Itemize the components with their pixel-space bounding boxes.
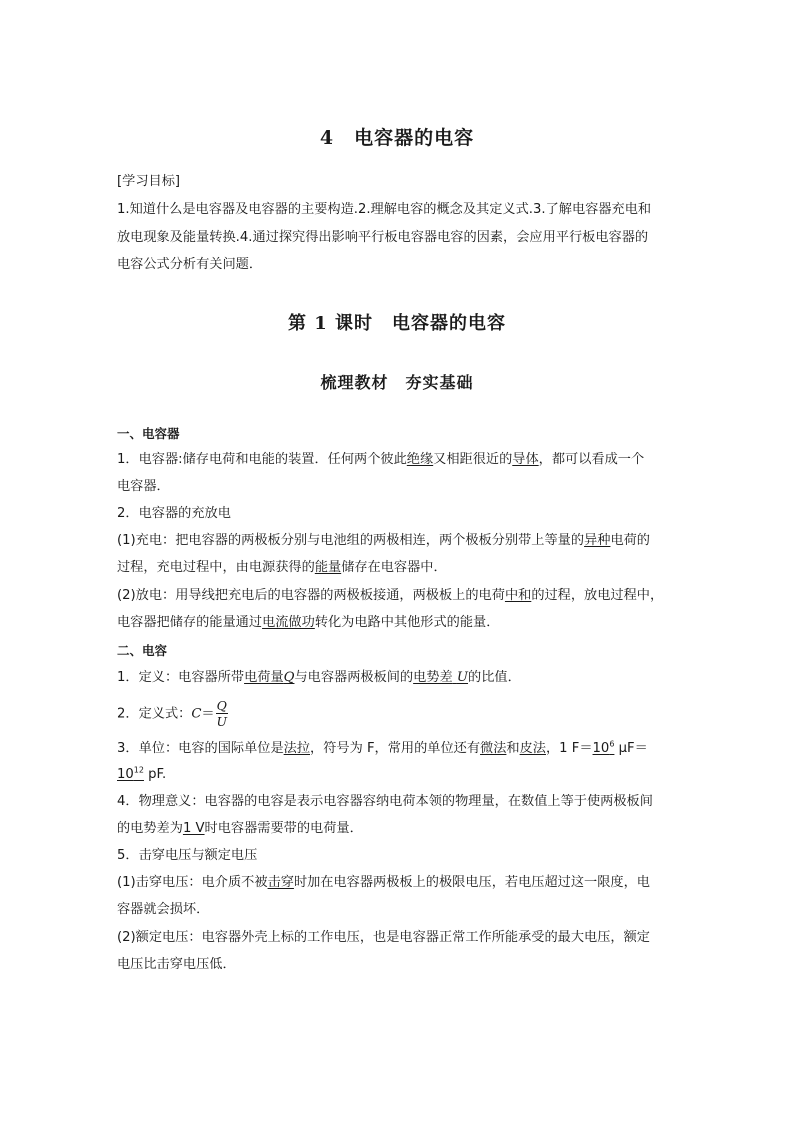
discharging-line-2: 电容器把储存的能量通过电流做功转化为电路中其他形式的能量． (117, 615, 500, 630)
blank-answer: 中和 (504, 588, 532, 603)
units-line-2: $10^{12}$ pF. (117, 765, 167, 782)
discharging-line-1: (2)放电：用导线把充电后的电容器的两极板接通，两极板上的电荷中和的过程，放电过程中， (117, 588, 664, 603)
fraction-q-over-u: $\frac{Q}{U}$ (216, 698, 227, 729)
chapter-title: 4 电容器的电容 (319, 127, 475, 149)
breakdown-line-1: (1)击穿电压：电介质不被击穿时加在电容器两极板上的极限电压，若电压超过这一限度，电 (117, 875, 650, 890)
meaning-line-1: 4．物理意义：电容器的电容是表示电容器容纳电荷本领的物理量，在数值上等于使两极板间 (117, 794, 653, 809)
blank-answer: 皮法 (519, 741, 546, 756)
meaning-line-2: 的电势差为1 V时电容器需要带的电荷量． (117, 821, 363, 836)
objectives-line-3: 电容公式分析有关问题． (117, 257, 263, 272)
capacitance-formula: 2．定义式：C＝ $\frac{Q}{U}$ (117, 698, 227, 729)
rated-line-1: (2)额定电压：电容器外壳上标的工作电压，也是电容器正常工作所能承受的最大电压，额定 (117, 930, 650, 945)
lesson-title: 第 1 课时 电容器的电容 (287, 313, 507, 334)
charging-line-1: (1)充电：把电容器的两极板分别与电池组的两极相连，两个极板分别带上等量的异种电荷的 (117, 533, 650, 548)
blank-answer: 电流做功 (262, 615, 315, 630)
blank-answer: 绝缘 (406, 452, 434, 467)
charging-line-2: 过程，充电过程中，由电源获得的能量储存在电容器中． (117, 560, 447, 575)
units-line-1: 3．单位：电容的国际单位是法拉，符号为 F，常用的单位还有微法和皮法，1 $F=10^6$ μF＝ (117, 739, 648, 756)
charge-discharge-heading: 2．电容器的充放电 (117, 506, 231, 521)
capacitor-definition-line: 1．电容器:储存电荷和电能的装置．任何两个彼此绝缘又相距很近的导体，都可以看成一个 (117, 452, 645, 467)
blank-answer: 微法 (480, 741, 507, 756)
blank-answer: 电荷量Q (244, 670, 295, 685)
rated-line-2: 电压比击穿电压低． (117, 957, 236, 972)
capacitor-definition-cont: 电容器． (117, 479, 170, 494)
blank-answer: 击穿 (267, 875, 294, 890)
blank-answer: $10^{12}$ (117, 765, 144, 782)
objectives-label: [学习目标] (117, 174, 181, 189)
objectives-line-2: 放电现象及能量转换.4.通过探究得出影响平行板电容器电容的因素，会应用平行板电容器的 (117, 230, 649, 245)
blank-answer: 电势差 U (413, 670, 469, 685)
blank-answer: 能量 (314, 560, 342, 575)
blank-answer: 导体 (512, 452, 539, 467)
part2-heading: 二、电容 (117, 643, 168, 658)
part1-heading: 一、电容器 (117, 426, 180, 441)
objectives-line-1: 1.知道什么是电容器及电容器的主要构造.2.理解电容的概念及其定义式.3.了解电容器充电和 (117, 202, 652, 217)
capacitance-definition: 1．定义：电容器所带电荷量Q与电容器两极板间的电势差 U的比值． (117, 670, 521, 685)
blank-answer: 异种 (584, 533, 611, 548)
section-title: 梳理教材 夯实基础 (320, 373, 474, 392)
blank-answer: 法拉 (283, 741, 311, 756)
blank-answer: $10^6$ (592, 739, 615, 756)
voltage-heading: 5．击穿电压与额定电压 (117, 848, 258, 863)
blank-answer: 1 V (182, 821, 205, 836)
breakdown-line-2: 容器就会损坏． (117, 902, 210, 917)
